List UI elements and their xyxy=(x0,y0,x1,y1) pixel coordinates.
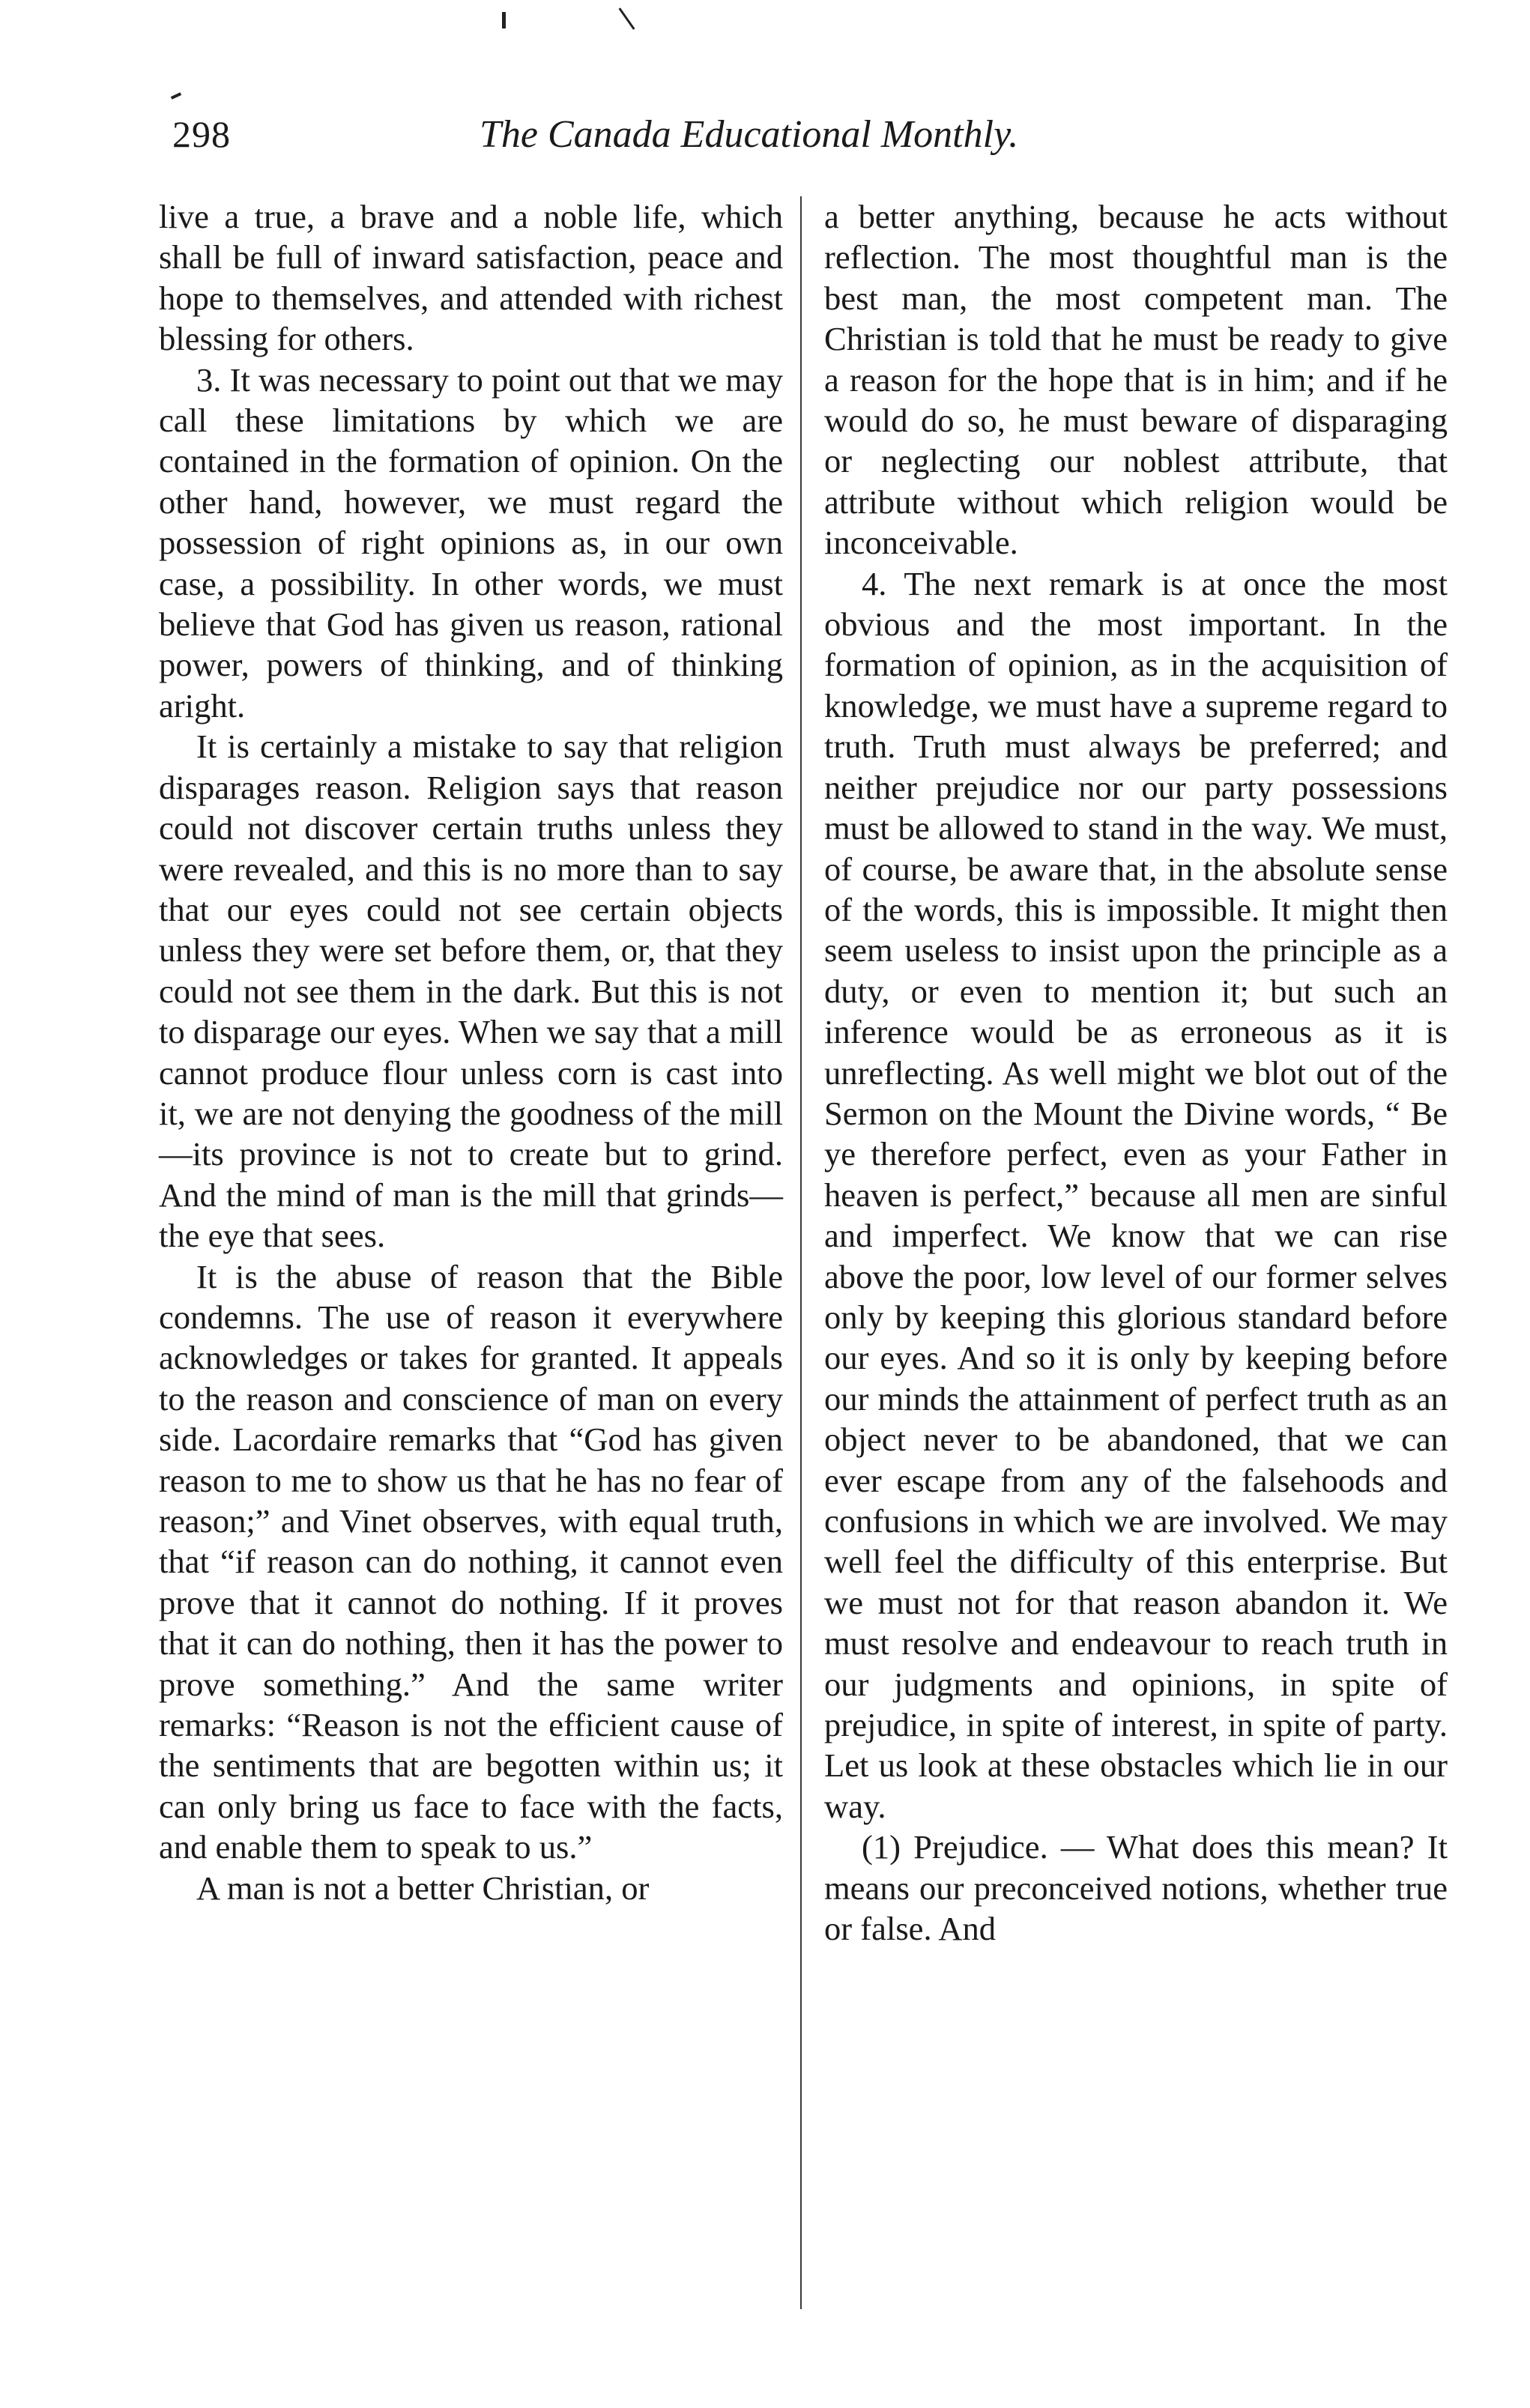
paragraph: It is the abuse of reason that the Bible condemns. The use of reason it everywhere acknowledges or takes for granted. It appeals to the reason and conscience of man on every side. Lacordaire remarks that “God has given reason to me to show us that he has no fear of reason;” and Vinet observes, with equal truth, that “if reason can do nothing, it cannot even prove that it cannot do nothing. If it proves that it can do nothing, then it has the power to prove something.” And the same writer remarks: “Reason is not the efficient cause of the sentiments that are begotten within us; it can only bring us face to face with the facts, and enable them to speak to us.” xyxy=(159,1257,783,1866)
running-title: The Canada Educational Monthly. xyxy=(480,113,1019,156)
left-column xyxy=(159,196,783,1908)
paragraph: a better anything, because he acts without reflection. The most thoughtful man is the best man, the most competent man. The Christian is told that he must be ready to give a reason for the hope that is in him; and if he would do so, he must beware of disparaging or neglecting our noblest attribute, that attribute without which religion would be inconceivable. xyxy=(824,198,1448,562)
right-column xyxy=(824,196,1448,1949)
paragraph: A man is not a better Christian, or xyxy=(196,1869,650,1907)
scan-speck xyxy=(619,7,635,30)
paragraph: 3. It was necessary to point out that we may call these limitations by which we are contained in the formation of opinion. On the other hand, however, we must regard the possession of right opinions as, in our own case, a possibility. In other words, we must believe that God has given us reason, rational power, powers of thinking, and of thinking aright. xyxy=(159,360,783,724)
scan-speck xyxy=(502,12,506,28)
paragraph: 4. The next remark is at once the most obvious and the most important. In the formation of opinion, as in the acquisition of knowledge, we must have a supreme regard to truth. Truth must always be preferred; and neither prejudice nor our party possessions must be allowed to stand in the way. We must, of course, be aware that, in the absolute sense of the words, this is impossible. It might then seem useless to insist upon the principle as a duty, or even to mention it; but such an inference would be as erroneous as it is unreflecting. As well might we blot out of the Sermon on the Mount the Divine words, “ Be ye therefore perfect, even as your Father in heaven is perfect,” because all men are sinful and imperfect. We know that we can rise above the poor, low level of our former selves only by keeping this glorious standard before our eyes. And so it is only by keeping before our minds the attainment of perfect truth as an object never to be abandoned, that we can ever escape from any of the falsehoods and confusions in which we are involved. We may well feel the difficulty of this enterprise. But we must not for that reason abandon it. We must resolve and endeavour to reach truth in our judgments and opinions, in spite of prejudice, in spite of interest, in spite of party. Let us look at these obstacles which lie in our way. xyxy=(824,564,1448,1825)
paragraph: (1) Prejudice. — What does this mean? It means our preconceived notions, whether true or false. And xyxy=(824,1828,1448,1948)
column-divider xyxy=(800,196,802,2309)
page-number: 298 xyxy=(172,113,231,155)
paragraph: It is certainly a mistake to say that religion disparages reason. Religion says that reason could not discover certain truths unless they were revealed, and this is no more than to say that our eyes could not see certain objects unless they were set before them, or, that they could not see them in the dark. But this is not to disparage our eyes. When we say that a mill cannot produce flour unless corn is cast into it, we are not denying the goodness of the mill—its province is not to create but to grind. And the mind of man is the mill that grinds—the eye that sees. xyxy=(159,727,783,1255)
page-header xyxy=(150,112,1236,180)
scan-speck xyxy=(171,92,181,100)
paragraph: live a true, a brave and a noble life, which shall be full of inward satisfaction, peace and hope to themselves, and attended with richest blessing for others. xyxy=(159,198,783,358)
